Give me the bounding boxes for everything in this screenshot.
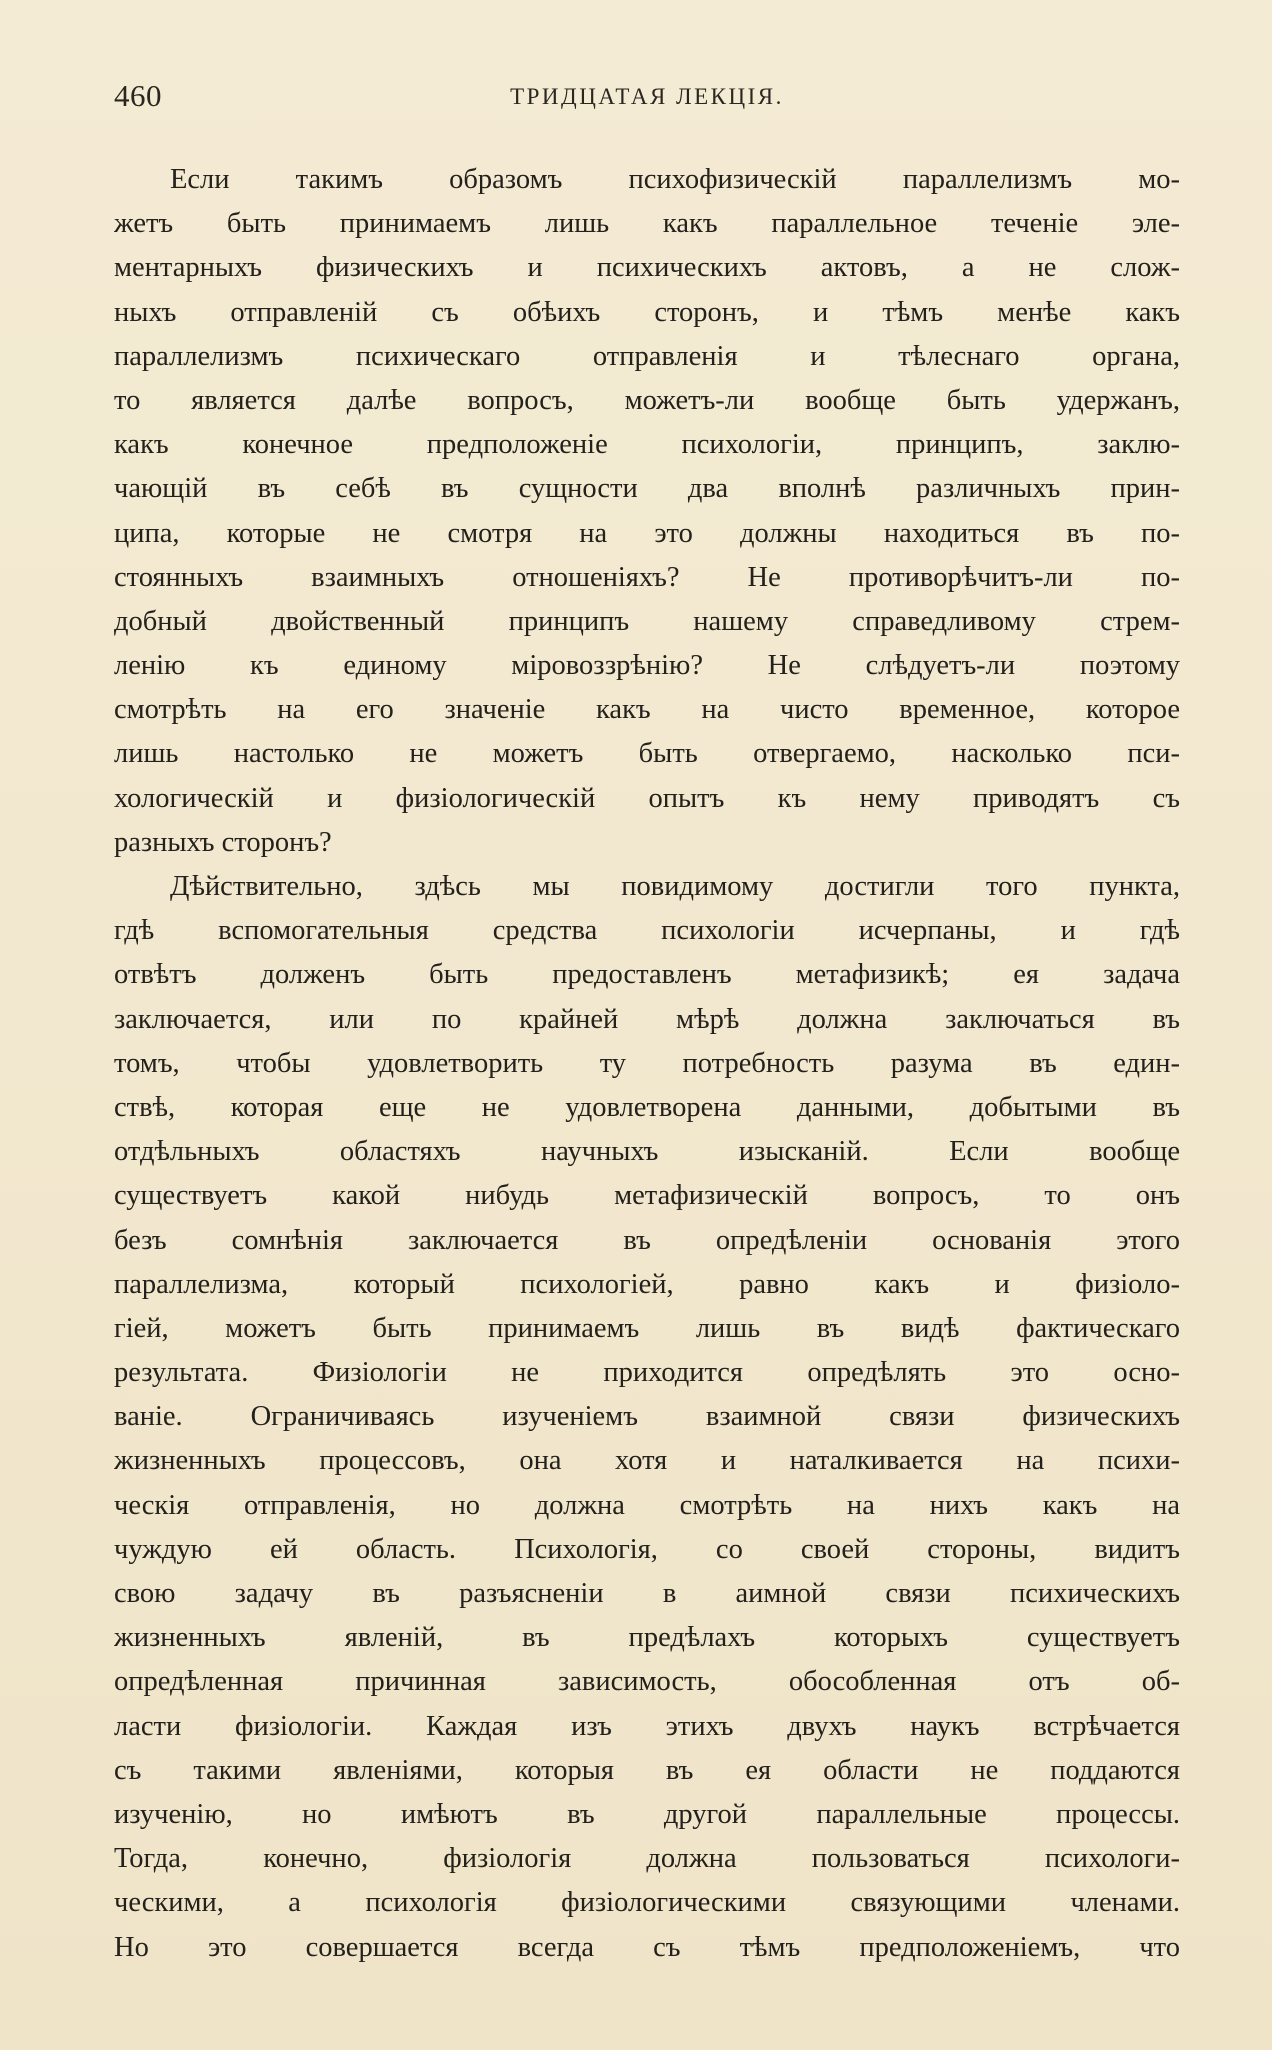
body-text xyxy=(114,158,1180,1970)
page-header xyxy=(114,78,1180,122)
text-line: смотрѣть на его значеніе какъ на чисто временное, которое xyxy=(114,694,1180,726)
text-line: опредѣленная причинная зависимость, обособленная отъ об- xyxy=(114,1666,1180,1698)
text-line: гіей, можетъ быть принимаемъ лишь въ видѣ фактическаго xyxy=(114,1312,1180,1344)
text-line: результата. Физіологіи не приходится опредѣлять это осно- xyxy=(114,1357,1180,1389)
text-line: чуждую ей область. Психологія, со своей стороны, видитъ xyxy=(114,1533,1180,1565)
text-line: ныхъ отправленій съ обѣихъ сторонъ, и тѣмъ менѣе какъ xyxy=(114,296,1180,328)
text-line: ческими, а психологія физіологическими связующими членами. xyxy=(114,1887,1180,1919)
text-line: разныхъ сторонъ? xyxy=(114,826,332,858)
page-number: 460 xyxy=(114,78,162,113)
paragraph xyxy=(114,158,1180,865)
text-line: параллелизмъ психическаго отправленія и тѣлеснаго органа, xyxy=(114,340,1180,372)
text-line: жетъ быть принимаемъ лишь какъ параллельное теченіе эле- xyxy=(114,208,1180,240)
text-line: хологическій и физіологическій опытъ къ нему приводятъ съ xyxy=(114,782,1180,814)
text-line: Дѣйствительно, здѣсь мы повидимому достигли того пункта, xyxy=(170,871,1180,902)
running-title: ТРИДЦАТАЯ ЛЕКЦІЯ. xyxy=(510,84,784,109)
text-line: томъ, чтобы удовлетворить ту потребность разума въ един- xyxy=(114,1047,1180,1079)
text-line: ципа, которые не смотря на это должны находиться въ по- xyxy=(114,517,1180,549)
text-line: свою задачу въ разъясненіи в аимной связи психическихъ xyxy=(114,1578,1180,1609)
text-line: отдѣльныхъ областяхъ научныхъ изысканій. Если вообще xyxy=(114,1136,1180,1168)
text-line: параллелизма, который психологіей, равно какъ и физіоло- xyxy=(114,1268,1180,1300)
text-line: существуетъ какой нибудь метафизическій вопросъ, то онъ xyxy=(114,1180,1180,1212)
text-line: ленію къ единому міровоззрѣнію? Не слѣдуетъ-ли поэтому xyxy=(114,650,1180,682)
text-line: изученію, но имѣютъ въ другой параллельные процессы. xyxy=(114,1798,1180,1830)
text-line: лишь настолько не можетъ быть отвергаемо, насколько пси- xyxy=(114,738,1180,770)
text-line: ствѣ, которая еще не удовлетворена данными, добытыми въ xyxy=(114,1091,1180,1123)
text-line: ваніе. Ограничиваясь изученіемъ взаимной связи физическихъ xyxy=(114,1401,1180,1433)
text-line: безъ сомнѣнія заключается въ опредѣленіи основанія этого xyxy=(114,1224,1180,1256)
text-line: ласти физіологіи. Каждая изъ этихъ двухъ наукъ встрѣчается xyxy=(114,1710,1180,1742)
text-line: Тогда, конечно, физіологія должна пользоваться психологи- xyxy=(114,1843,1180,1875)
text-line: съ такими явленіями, которыя въ ея области не поддаются xyxy=(114,1754,1180,1786)
text-line: какъ конечное предположеніе психологіи, принципъ, заклю- xyxy=(114,429,1180,461)
text-line: жизненныхъ процессовъ, она хотя и наталкивается на психи- xyxy=(114,1445,1180,1477)
text-line: Если такимъ образомъ психофизическій параллелизмъ мо- xyxy=(170,164,1180,195)
text-line: отвѣтъ долженъ быть предоставленъ метафизикѣ; ея задача xyxy=(114,959,1180,991)
text-line: то является далѣе вопросъ, можетъ-ли вообще быть удержанъ, xyxy=(114,384,1180,416)
text-line: Но это совершается всегда съ тѣмъ предположеніемъ, что xyxy=(114,1931,1180,1963)
text-line: чающій въ себѣ въ сущности два вполнѣ различныхъ прин- xyxy=(114,473,1180,505)
text-line: ческія отправленія, но должна смотрѣть на нихъ какъ на xyxy=(114,1489,1180,1521)
text-line: ментарныхъ физическихъ и психическихъ актовъ, а не слож- xyxy=(114,252,1180,284)
text-line: жизненныхъ явленій, въ предѣлахъ которыхъ существуетъ xyxy=(114,1622,1180,1654)
text-line: стоянныхъ взаимныхъ отношеніяхъ? Не противорѣчитъ-ли по- xyxy=(114,561,1180,593)
text-line: гдѣ вспомогательныя средства психологіи исчерпаны, и гдѣ xyxy=(114,915,1180,947)
paragraph xyxy=(114,865,1180,1970)
text-line: добный двойственный принципъ нашему справедливому стрем- xyxy=(114,605,1180,637)
text-line: заключается, или по крайней мѣрѣ должна заключаться въ xyxy=(114,1003,1180,1035)
